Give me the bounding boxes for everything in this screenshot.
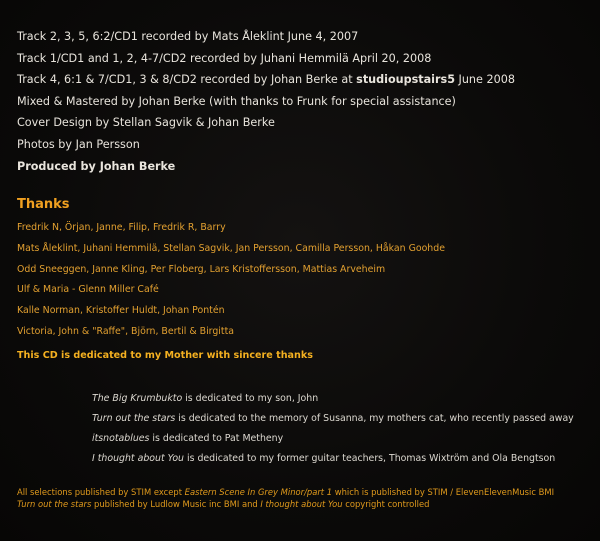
publishing-footer [17,486,554,510]
credit-line: Photos by Jan Persson [17,137,140,151]
publishing-text: copyright controlled [342,499,430,509]
thanks-heading: Thanks [17,197,70,212]
thanks-line: Kalle Norman, Kristoffer Huldt, Johan Pontén [17,305,225,317]
dedication-text: is dedicated to my former guitar teachers, Thomas Wixtröm and Ola Bengtson [184,453,556,464]
thanks-line: Odd Sneeggen, Janne Kling, Per Floberg, Lars Kristoffersson, Mattias Arveheim [17,263,386,275]
track-title: I thought about You [92,453,184,464]
credit-text: Track 4, 6:1 & 7/CD1, 3 & 8/CD2 recorded by Johan Berke at [17,73,357,87]
thanks-line: Victoria, John & "Raffe", Björn, Bertil & Birgitta [17,325,235,337]
credit-line: Track 1/CD1 and 1, 2, 4-7/CD2 recorded by Juhani Hemmilä April 20, 2008 [17,51,432,65]
thanks-line: Ulf & Maria - Glenn Miller Café [17,284,159,296]
track-dedications [92,389,574,469]
credit-line: Cover Design by Stellan Sagvik & Johan Berke [17,116,275,130]
producer-credit: Produced by Johan Berke [17,159,176,173]
thanks-line: Mats Åleklint, Juhani Hemmilä, Stellan Sagvik, Jan Persson, Camilla Persson, Håkan Goohde [17,242,445,254]
publishing-text: which is published by STIM / ElevenElevenMusic BMI [332,487,555,497]
credit-line: Mixed & Mastered by Johan Berke (with thanks to Frunk for special assistance) [17,94,456,108]
track-title: I thought about You [260,499,343,509]
track-title: Eastern Scene In Grey Minor/part 1 [184,487,333,497]
dedication-line [92,389,574,409]
track-title: The Big Krumbukto [92,393,183,404]
thanks-list [17,218,445,343]
credit-line: Track 2, 3, 5, 6:2/CD1 recorded by Mats Åleklint June 4, 2007 [17,30,359,43]
dedication-line [92,449,574,469]
publishing-text: published by Ludlow Music inc BMI and [91,499,261,509]
studio-name: studioupstairs5 [356,73,455,87]
track-title: Turn out the stars [17,499,92,509]
publishing-text: All selections published by STIM except [17,487,185,497]
publishing-line [17,486,554,498]
dedication-text: is dedicated to the memory of Susanna, my mothers cat, who recently passed away [175,413,574,424]
credits-list [17,26,592,177]
main-dedication: This CD is dedicated to my Mother with sincere thanks [17,350,313,361]
track-title: Turn out the stars [92,413,176,424]
publishing-line [17,498,554,510]
dedication-line [92,429,574,449]
dedication-text: is dedicated to Pat Metheny [149,433,284,444]
dedication-line [92,409,574,429]
dedication-text: is dedicated to my son, John [182,393,319,404]
thanks-line: Fredrik N, Örjan, Janne, Filip, Fredrik R, Barry [17,222,226,233]
track-title: itsnotablues [92,433,150,444]
credit-line [17,69,592,91]
credit-date: June 2008 [454,73,515,87]
